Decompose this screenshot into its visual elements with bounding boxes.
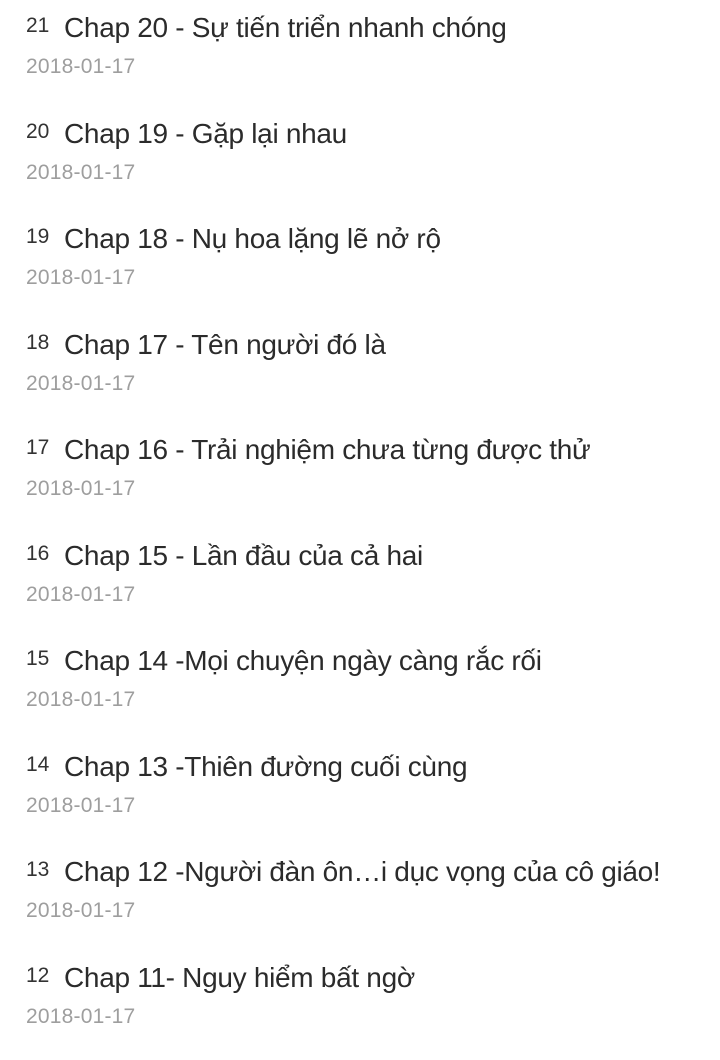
chapter-index: 21: [26, 14, 50, 37]
chapter-date: 2018-01-17: [26, 899, 136, 922]
chapter-list-item[interactable]: [0, 0, 720, 106]
chapter-index: 20: [26, 119, 50, 143]
chapter-index: 19: [26, 225, 50, 248]
chapter-title-line: [26, 116, 710, 152]
chapter-title: Chap 16 - Trải nghiệm chưa từng được thử: [64, 434, 591, 465]
chapter-title-line: [26, 10, 710, 46]
chapter-title-line: [26, 643, 710, 679]
chapter-list-item[interactable]: [0, 633, 720, 739]
chapter-title-line: [26, 854, 710, 890]
chapter-title: Chap 18 - Nụ hoa lặng lẽ nở rộ: [64, 223, 441, 254]
chapter-list-item[interactable]: [0, 950, 720, 1056]
chapter-index: 16: [26, 541, 50, 565]
chapter-title-line: [26, 432, 710, 468]
chapter-index: 12: [26, 963, 50, 987]
chapter-date: 2018-01-17: [26, 55, 136, 78]
chapter-date: 2018-01-17: [26, 160, 136, 184]
chapter-date: 2018-01-17: [26, 793, 136, 817]
chapter-index: 18: [26, 330, 50, 354]
chapter-index: 17: [26, 436, 50, 459]
chapter-title-line: [26, 749, 710, 785]
chapter-title: Chap 17 - Tên người đó là: [64, 328, 386, 360]
chapter-index: 14: [26, 752, 50, 776]
chapter-index: 15: [26, 647, 50, 670]
chapter-list-item[interactable]: [0, 844, 720, 950]
chapter-title: Chap 15 - Lần đầu của cả hai: [64, 539, 423, 571]
chapter-list-item[interactable]: [0, 422, 720, 528]
chapter-date: 2018-01-17: [26, 371, 136, 395]
chapter-title-line: [26, 221, 710, 257]
chapter-list-item[interactable]: [0, 528, 720, 634]
chapter-title: Chap 12 -Người đàn ôn…i dục vọng của cô giáo!: [64, 856, 661, 887]
chapter-date: 2018-01-17: [26, 477, 136, 500]
chapter-title-line: [26, 538, 710, 574]
chapter-title: Chap 19 - Gặp lại nhau: [64, 117, 347, 149]
chapter-list-item[interactable]: [0, 317, 720, 423]
chapter-date: 2018-01-17: [26, 1004, 136, 1028]
chapter-list-item[interactable]: [0, 739, 720, 845]
chapter-title: Chap 11- Nguy hiểm bất ngờ: [64, 961, 415, 993]
chapter-list-item[interactable]: [0, 106, 720, 212]
chapter-title: Chap 13 -Thiên đường cuối cùng: [64, 750, 468, 782]
chapter-date: 2018-01-17: [26, 266, 136, 289]
chapter-date: 2018-01-17: [26, 688, 136, 711]
chapter-list-item[interactable]: [0, 211, 720, 317]
chapter-title: Chap 14 -Mọi chuyện ngày càng rắc rối: [64, 645, 542, 676]
chapter-title-line: [26, 327, 710, 363]
chapter-index: 13: [26, 858, 50, 881]
chapter-title: Chap 20 - Sự tiến triển nhanh chóng: [64, 12, 507, 43]
chapter-date: 2018-01-17: [26, 582, 136, 606]
chapter-title-line: [26, 960, 710, 996]
